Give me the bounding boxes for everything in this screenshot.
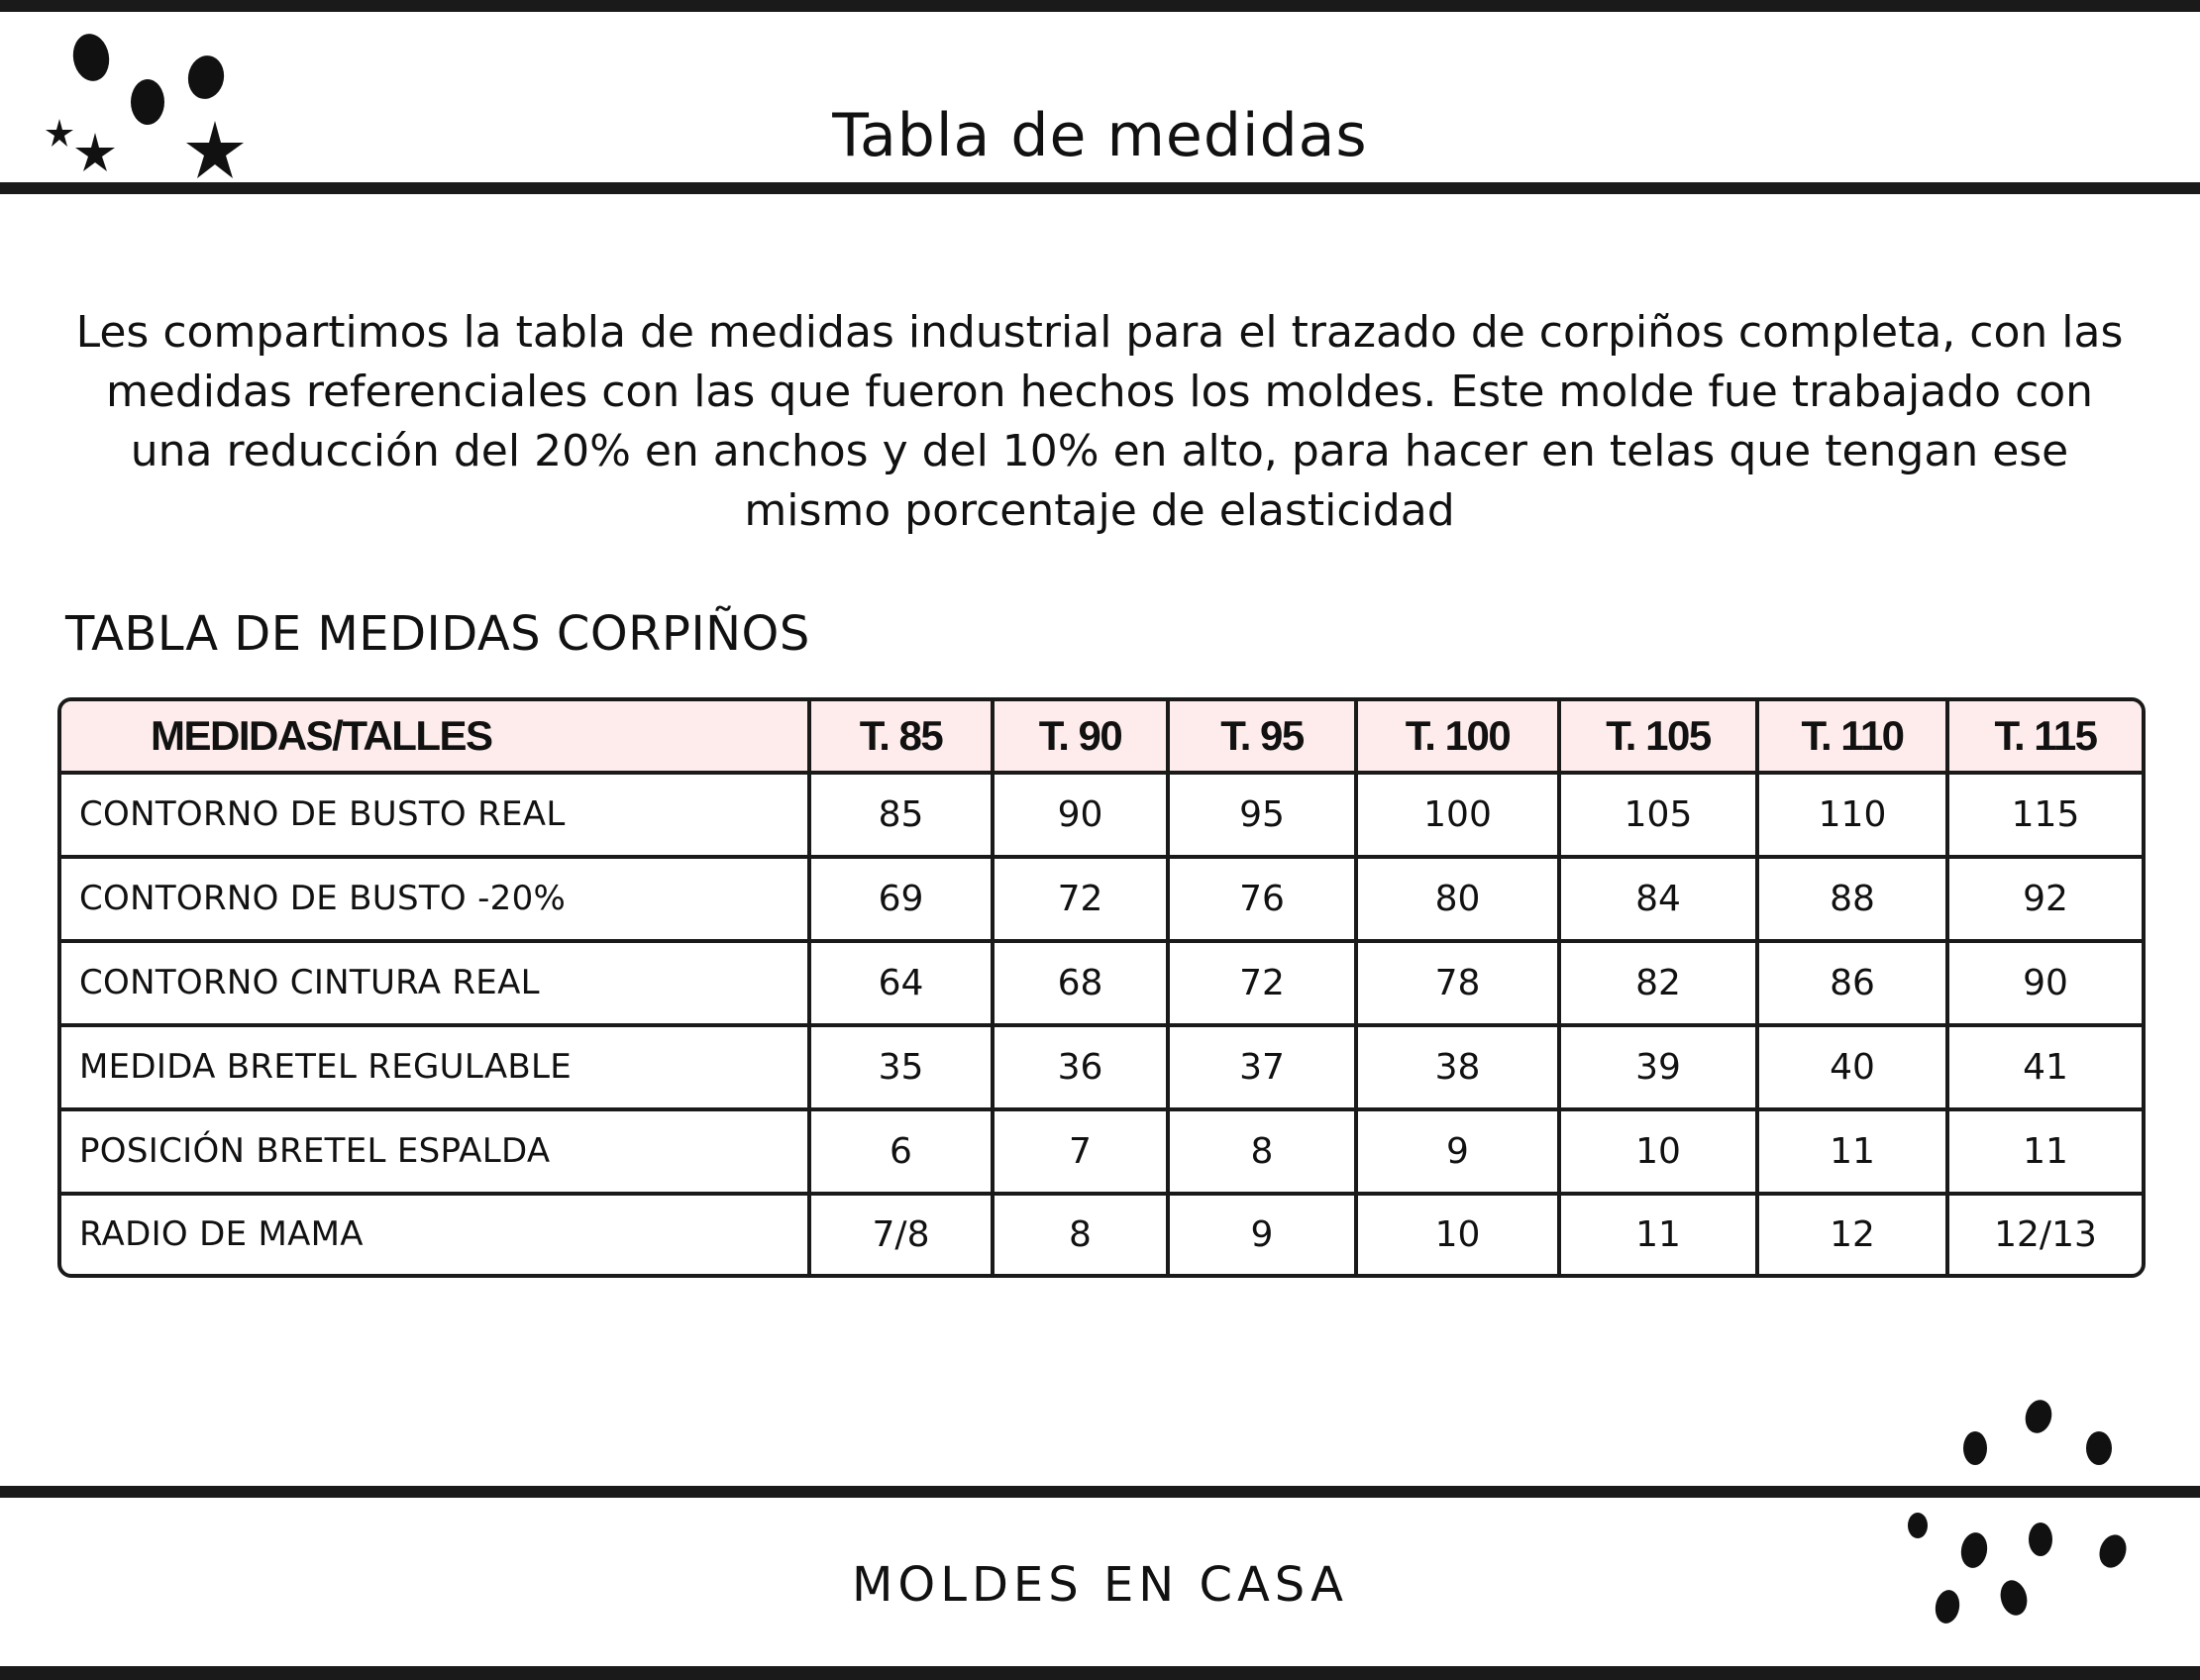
header-cell-size: T. 115	[1947, 701, 2142, 773]
table-cell: 72	[993, 857, 1168, 941]
row-label: CONTORNO DE BUSTO REAL	[61, 773, 809, 857]
table-cell: 82	[1559, 941, 1757, 1025]
table-cell: 12/13	[1994, 1213, 2097, 1255]
table-row	[61, 1194, 2142, 1274]
bottom-rule	[0, 1666, 2200, 1680]
table-cell: 11	[1947, 1109, 2142, 1194]
table-cell: 7	[993, 1109, 1168, 1194]
row-label: CONTORNO DE BUSTO -20%	[61, 857, 809, 941]
table-cell: 39	[1559, 1025, 1757, 1109]
table-cell: 85	[809, 773, 993, 857]
table-cell: 105	[1559, 773, 1757, 857]
table-cell: 92	[1947, 857, 2142, 941]
header-divider	[0, 182, 2200, 194]
table-cell: 8	[993, 1194, 1168, 1274]
header-cell-size: T. 85	[809, 701, 993, 773]
table-cell: 64	[809, 941, 993, 1025]
table-row	[61, 941, 2142, 1025]
intro-paragraph: Les compartimos la tabla de medidas industrial para el trazado de corpiños completa, con las medidas referenciales con las que fueron hechos los moldes. Este molde fue trabajado con una reducción del 20% en anchos y del 10% en alto, para hacer en telas que tengan ese mismo porcentaje de elasticidad	[75, 307, 2124, 536]
table-cell: 68	[993, 941, 1168, 1025]
table-cell: 95	[1168, 773, 1356, 857]
table-cell: 84	[1559, 857, 1757, 941]
footer-brand: MOLDES EN CASA	[852, 1557, 1348, 1613]
table-cell: 90	[993, 773, 1168, 857]
table-cell: 36	[993, 1025, 1168, 1109]
table-header-row	[61, 701, 2142, 773]
table-cell: 115	[1947, 773, 2142, 857]
table-cell: 10	[1559, 1109, 1757, 1194]
header-cell-size: T. 95	[1168, 701, 1356, 773]
table-cell: 10	[1356, 1194, 1559, 1274]
header-cell-size: T. 90	[993, 701, 1168, 773]
row-label: RADIO DE MAMA	[61, 1194, 809, 1274]
top-rule	[0, 0, 2200, 12]
section-title: TABLA DE MEDIDAS CORPIÑOS	[65, 606, 810, 662]
table-cell: 37	[1168, 1025, 1356, 1109]
table-cell: 38	[1356, 1025, 1559, 1109]
measurements-table	[57, 697, 2146, 1278]
page-title: Tabla de medidas	[832, 101, 1368, 171]
table-cell: 8	[1168, 1109, 1356, 1194]
row-label: CONTORNO CINTURA REAL	[61, 941, 809, 1025]
table-cell: 40	[1757, 1025, 1947, 1109]
table-cell: 69	[809, 857, 993, 941]
header-cell-size: T. 110	[1757, 701, 1947, 773]
table-cell: 35	[809, 1025, 993, 1109]
table-row	[61, 773, 2142, 857]
footer-divider	[0, 1486, 2200, 1498]
row-label: POSICIÓN BRETEL ESPALDA	[61, 1109, 809, 1194]
table-cell: 7/8	[809, 1194, 993, 1274]
table-cell: 11	[1559, 1194, 1757, 1274]
table-cell: 41	[1947, 1025, 2142, 1109]
table-cell: 90	[1947, 941, 2142, 1025]
table-cell: 80	[1356, 857, 1559, 941]
table-cell: 110	[1757, 773, 1947, 857]
header-cell-label: MEDIDAS/TALLES	[61, 701, 809, 773]
table-cell: 9	[1356, 1109, 1559, 1194]
table-cell: 11	[1757, 1109, 1947, 1194]
table-row	[61, 857, 2142, 941]
table-cell: 9	[1168, 1194, 1356, 1274]
header-cell-size: T. 100	[1356, 701, 1559, 773]
row-label: MEDIDA BRETEL REGULABLE	[61, 1025, 809, 1109]
table-cell: 6	[809, 1109, 993, 1194]
table-row	[61, 1025, 2142, 1109]
header-cell-size: T. 105	[1559, 701, 1757, 773]
table-cell: 100	[1356, 773, 1559, 857]
table-cell: 86	[1757, 941, 1947, 1025]
table-cell: 72	[1168, 941, 1356, 1025]
table-cell: 78	[1356, 941, 1559, 1025]
table-cell: 12	[1757, 1194, 1947, 1274]
table-cell: 76	[1168, 857, 1356, 941]
table-cell: 88	[1757, 857, 1947, 941]
table-row	[61, 1109, 2142, 1194]
